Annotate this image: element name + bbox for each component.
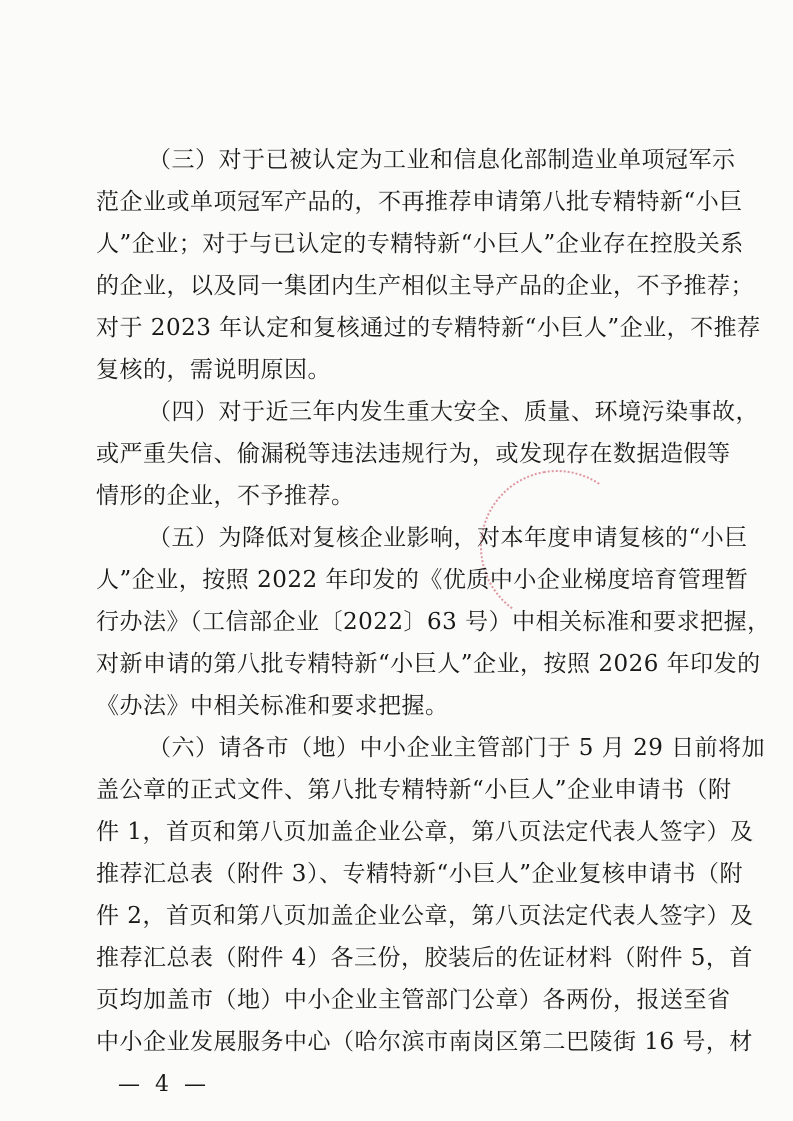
page-number: — 4 — bbox=[118, 1072, 210, 1097]
paragraph-6-line: 中小企业发展服务中心（哈尔滨市南岗区第二巴陵街 16 号，材 bbox=[96, 1029, 753, 1055]
paragraph-3-line: 复核的，需说明原因。 bbox=[96, 357, 331, 383]
paragraph-3-line: （三）对于已被认定为工业和信息化部制造业单项冠军示 bbox=[148, 147, 736, 173]
paragraph-6-line: 推荐汇总表（附件 3）、专精特新“小巨人”企业复核申请书（附 bbox=[96, 861, 743, 887]
paragraph-6-line: 推荐汇总表（附件 4）各三份，胶装后的佐证材料（附件 5，首 bbox=[96, 945, 753, 971]
paragraph-3-line: 对于 2023 年认定和复核通过的专精特新“小巨人”企业，不推荐 bbox=[96, 315, 761, 341]
paragraph-5-line: 人”企业，按照 2022 年印发的《优质中小企业梯度培育管理暂 bbox=[96, 567, 749, 593]
paragraph-3-line: 人”企业；对于与已认定的专精特新“小巨人”企业存在控股关系 bbox=[96, 231, 744, 257]
paragraph-6-line: 件 1，首页和第八页加盖企业公章，第八页法定代表人签字）及 bbox=[96, 819, 754, 845]
paragraph-3-line: 的企业，以及同一集团内生产相似主导产品的企业，不予推荐； bbox=[96, 273, 754, 299]
paragraph-4-line: 情形的企业，不予推荐。 bbox=[96, 483, 355, 509]
paragraph-6-line: 盖公章的正式文件、第八批专精特新“小巨人”企业申请书（附 bbox=[96, 777, 732, 803]
paragraph-5-line: 行办法》（工信部企业〔2022〕63 号）中相关标准和要求把握， bbox=[96, 609, 771, 635]
paragraph-6-line: 件 2，首页和第八页加盖企业公章，第八页法定代表人签字）及 bbox=[96, 903, 754, 929]
paragraph-6-line: （六）请各市（地）中小企业主管部门于 5 月 29 日前将加 bbox=[148, 735, 766, 761]
paragraph-4-line: 或严重失信、偷漏税等违法违规行为，或发现存在数据造假等 bbox=[96, 441, 731, 467]
paragraph-5-line: 对新申请的第八批专精特新“小巨人”企业，按照 2026 年印发的 bbox=[96, 651, 761, 677]
paragraph-6-line: 页均加盖市（地）中小企业主管部门公章）各两份，报送至省 bbox=[96, 987, 731, 1013]
paragraph-3-line: 范企业或单项冠军产品的，不再推荐申请第八批专精特新“小巨 bbox=[96, 189, 743, 215]
paragraph-5-line: 《办法》中相关标准和要求把握。 bbox=[96, 693, 449, 719]
paragraph-5-line: （五）为降低对复核企业影响，对本年度申请复核的“小巨 bbox=[148, 525, 748, 551]
paragraph-4-line: （四）对于近三年内发生重大安全、质量、环境污染事故， bbox=[148, 399, 759, 425]
